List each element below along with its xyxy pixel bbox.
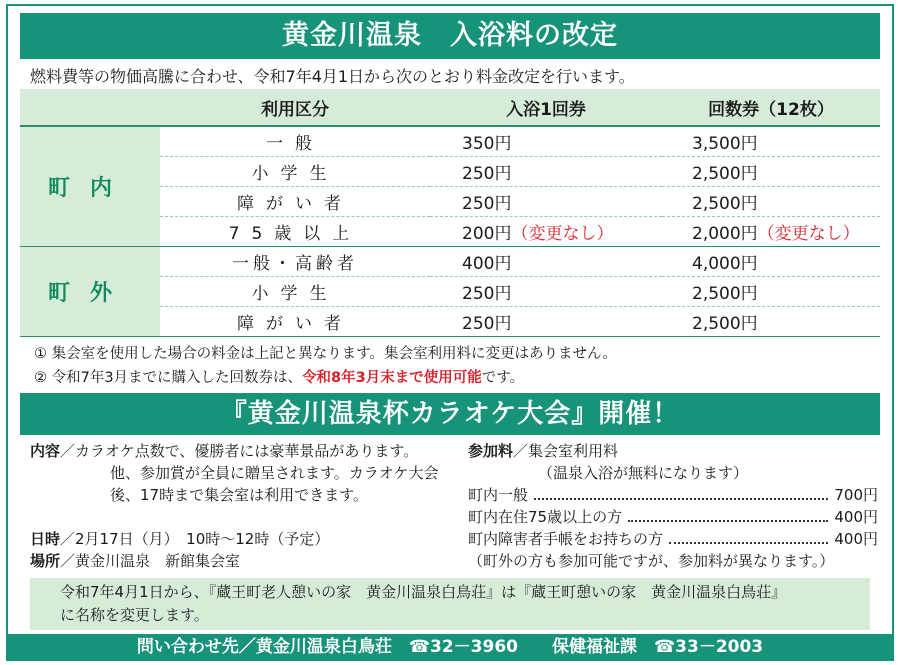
table-row xyxy=(20,247,880,277)
date-line: 日時／2月17日（月） 10時～12時（予定） xyxy=(30,530,330,548)
book-price-cell: 2,500円 xyxy=(692,314,758,334)
single-price-cell: 250円 xyxy=(462,194,512,214)
karaoke-fees xyxy=(468,440,878,572)
no-change-note: （変更なし） xyxy=(757,224,860,244)
content-line: 内容／カラオケ点数で、優勝者には豪華景品があります。 xyxy=(30,442,419,460)
table-row xyxy=(20,126,880,157)
note-2: ② 令和7年3月までに購入した回数券は、令和8年3月末まで使用可能です。 xyxy=(34,370,525,386)
fee-sub: （温泉入浴が無料になります） xyxy=(538,464,749,482)
single-price-cell: 200円（変更なし） xyxy=(462,224,614,244)
zone-header xyxy=(20,89,160,126)
single-price-cell: 250円 xyxy=(462,284,512,304)
notice-line: に名称を変更します。 xyxy=(60,606,209,624)
category-cell: 75歳以上 xyxy=(228,224,362,244)
fee-label-line: 参加料／集会室利用料 xyxy=(468,442,619,460)
book-price-cell: 2,500円 xyxy=(692,164,758,184)
single-price-cell: 250円 xyxy=(462,314,512,334)
book-ticket-header: 回数券（12枚） xyxy=(662,89,880,126)
fee-row: 町内障害者手帳をお持ちの方 400円 xyxy=(468,530,878,548)
category-cell: 障がい者 xyxy=(237,194,353,214)
content-line: 他、参加賞が全員に贈呈されます。カラオケ大会 xyxy=(110,464,439,482)
single-ticket-header: 入浴1回券 xyxy=(430,89,662,126)
name-change-notice xyxy=(30,578,870,630)
contact-footer: 問い合わせ先／黄金川温泉白鳥荘 ☎32－3960 保健福祉課 ☎33－2003 xyxy=(6,634,894,661)
fee-footnote: （町外の方も参加可能ですが、参加料が異なります。） xyxy=(468,552,835,570)
fee-table xyxy=(20,89,880,337)
single-price-cell: 250円 xyxy=(462,164,512,184)
intro-text: 燃料費等の物価高騰に合わせ、令和7年4月1日から次のとおり料金改定を行います。 xyxy=(30,67,635,86)
karaoke-title: 『黄金川温泉杯カラオケ大会』開催！ xyxy=(20,393,880,435)
book-price-cell: 4,000円 xyxy=(692,254,758,274)
page-title: 黄金川温泉 入浴料の改定 xyxy=(20,13,880,59)
zone-label-town: 町内 xyxy=(20,126,160,247)
note-1: ① 集会室を使用した場合の料金は上記と異なります。集会室利用料に変更はありません。 xyxy=(34,346,617,362)
notice-line: 令和7年4月1日から、『蔵王町老人憩いの家 黄金川温泉白鳥荘』は『蔵王町憩いの家 黄金川温泉白鳥荘』 xyxy=(60,583,787,601)
category-cell: 小学生 xyxy=(251,164,339,184)
karaoke-details xyxy=(30,440,460,572)
book-price-cell: 2,500円 xyxy=(692,194,758,214)
single-price-cell: 400円 xyxy=(462,254,512,274)
place-line: 場所／黄金川温泉 新館集会室 xyxy=(30,552,241,570)
category-cell: 障がい者 xyxy=(237,314,353,334)
table-header-row xyxy=(20,89,880,126)
category-cell: 一般 xyxy=(266,134,324,154)
book-price-cell: 2,000円（変更なし） xyxy=(692,224,860,244)
category-cell: 小学生 xyxy=(251,284,339,304)
fee-row: 町内一般 700円 xyxy=(468,486,878,504)
zone-label-outside: 町外 xyxy=(20,247,160,337)
category-header: 利用区分 xyxy=(160,89,430,126)
fee-row: 町内在住75歳以上の方 400円 xyxy=(468,508,878,526)
note-2-highlight: 令和8年3月末まで使用可能 xyxy=(302,370,482,386)
single-price-cell: 350円 xyxy=(462,134,512,154)
content-line: 後、17時まで集会室は利用できます。 xyxy=(110,486,368,504)
category-cell: 一般・高齢者 xyxy=(232,254,358,274)
book-price-cell: 3,500円 xyxy=(692,134,758,154)
no-change-note: （変更なし） xyxy=(511,224,614,244)
book-price-cell: 2,500円 xyxy=(692,284,758,304)
